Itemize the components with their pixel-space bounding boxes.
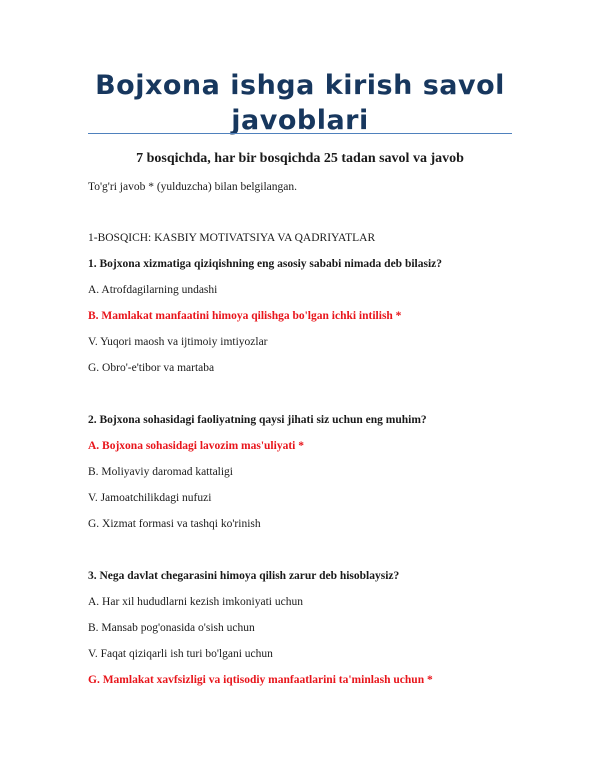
answer-option: V. Yuqori maosh va ijtimoiy imtiyozlar	[88, 336, 268, 348]
answer-option: A. Atrofdagilarning undashi	[88, 284, 218, 296]
question-text: 2. Bojxona sohasidagi faoliyatning qaysi jihati siz uchun eng muhim?	[88, 414, 427, 426]
answer-option: A. Har xil hududlarni kezish imkoniyati uchun	[88, 596, 303, 608]
document-subtitle: 7 bosqichda, har bir bosqichda 25 tadan savol va javob	[136, 151, 464, 166]
section-heading: 1-BOSQICH: KASBIY MOTIVATSIYA VA QADRIYATLAR	[88, 232, 376, 244]
correct-answer-option: G. Mamlakat xavfsizligi va iqtisodiy manfaatlarini ta'minlash uchun *	[88, 674, 433, 686]
question-text: 3. Nega davlat chegarasini himoya qilish zarur deb hisoblaysiz?	[88, 570, 400, 582]
answer-note: To'g'ri javob * (yulduzcha) bilan belgilangan.	[88, 181, 297, 193]
answer-option: B. Mansab pog'onasida o'sish uchun	[88, 622, 255, 634]
question-text: 1. Bojxona xizmatiga qiziqishning eng asosiy sababi nimada deb bilasiz?	[88, 258, 443, 270]
document-title: Bojxona ishga kirish savol javoblari	[95, 70, 505, 136]
correct-answer-option: A. Bojxona sohasidagi lavozim mas'uliyati *	[88, 440, 304, 452]
correct-answer-option: B. Mamlakat manfaatini himoya qilishga bo'lgan ichki intilish *	[88, 310, 402, 322]
answer-option: V. Faqat qiziqarli ish turi bo'lgani uchun	[88, 648, 273, 660]
answer-option: V. Jamoatchilikdagi nufuzi	[88, 492, 212, 504]
title-divider	[88, 133, 512, 134]
answer-option: G. Xizmat formasi va tashqi ko'rinish	[88, 518, 261, 530]
answer-option: B. Moliyaviy daromad kattaligi	[88, 466, 234, 478]
answer-option: G. Obro'-e'tibor va martaba	[88, 362, 215, 374]
